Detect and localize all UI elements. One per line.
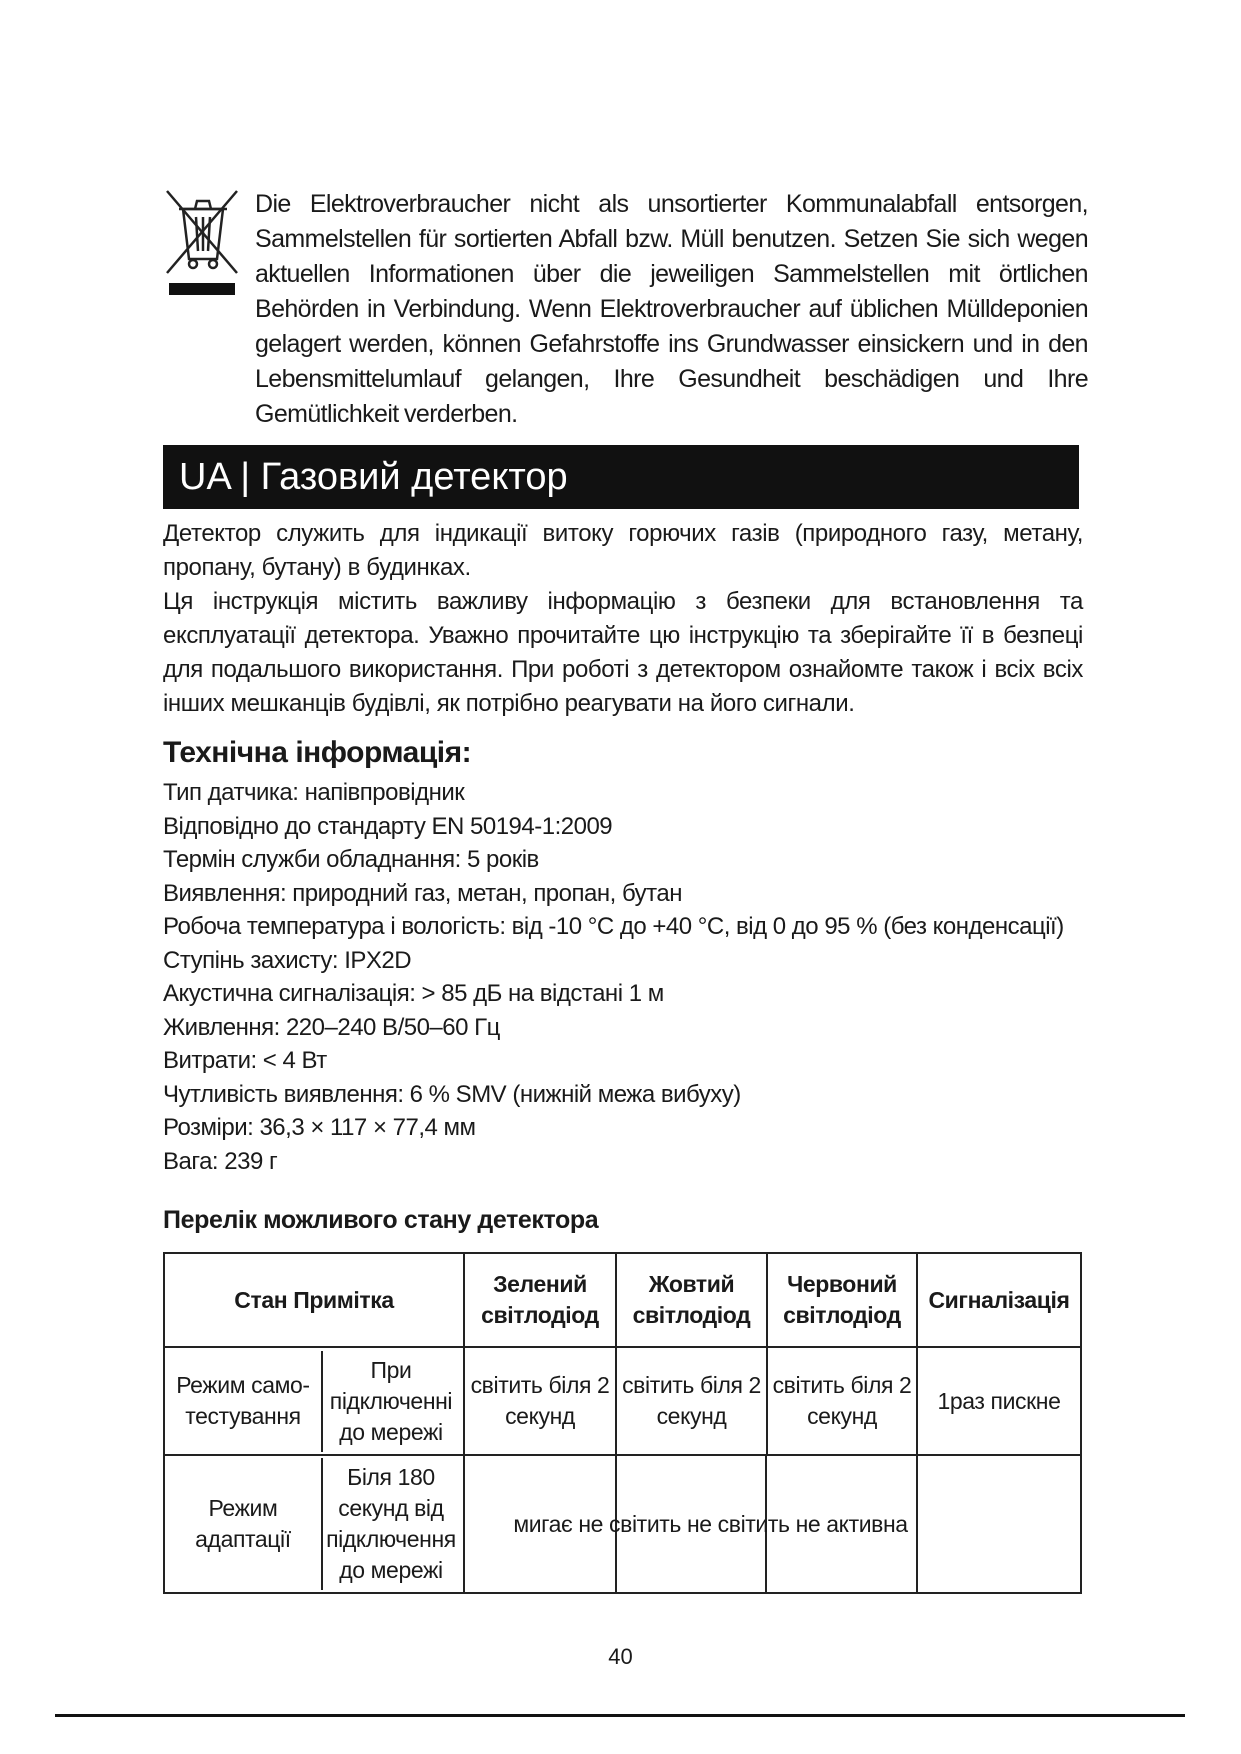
table-header-row	[164, 1253, 1081, 1347]
disposal-text: Die Elektroverbraucher nicht als unsortierter Kommunalabfall entsorgen, Sammelstellen für sortierten Abfall bzw. Müll benutzen. Setzen Sie sich wegen aktuellen Informationen über die jeweiligen Sammelstellen mit örtlichen Behörden in Verbindung. Wenn Elektroverbraucher auf üblichen Mülldeponien gelagert werden, können Gefahrstoffe ins Grundwasser einsickern und in den Lebensmittelumlauf gelangen, Ihre Gesundheit beschädigen und Ihre Gemütlichkeit verderben.	[255, 190, 1088, 428]
tech-spec-list	[163, 776, 1103, 1178]
row-led-text: мигає не світить не світить не активна	[513, 1510, 908, 1537]
spec-item: Тип датчика: напівпровідник	[163, 779, 465, 806]
spec-item: Ступінь захисту: IPX2D	[163, 946, 412, 974]
tech-info-heading: Технічна інформація:	[163, 736, 472, 769]
row-state-note	[164, 1347, 464, 1455]
row-red: світить біля 2 секунд	[767, 1347, 917, 1455]
header-red-led: Червоний світлодіод	[767, 1253, 917, 1347]
row-led-states	[464, 1455, 917, 1593]
table-row	[164, 1347, 1081, 1455]
intro	[163, 517, 1083, 721]
spec-item: Робоча температура і вологість: від -10 °C до +40 °C, від 0 до 95 % (без конденсації)	[163, 913, 1064, 940]
crossed-out-wheelie-bin-icon	[163, 187, 241, 297]
row-signal	[917, 1455, 1081, 1593]
intro-paragraph-2: Ця інструкція містить важливу інформацію з безпеки для встановлення та експлуатації детектора. Уважно прочитайте цю інструкцію та зберігайте її в безпеці для подальшого використання. При роботі з детектором ознайомте також і всіх всіх інших мешканців будівлі, як потрібно реагувати на його сигнали.	[163, 588, 1083, 717]
intro-paragraph-1: Детектор служить для індикації витоку горючих газів (природного газу, метану, пропану, бутану) в будинках.	[163, 520, 1083, 581]
header-signal: Сигналізація	[917, 1253, 1081, 1347]
detector-states-table	[163, 1252, 1082, 1594]
page-number: 40	[608, 1644, 633, 1669]
disposal-notice	[163, 187, 1088, 432]
table-row	[164, 1455, 1081, 1593]
spec-item: Виявлення: природний газ, метан, пропан, бутан	[163, 879, 682, 907]
spec-item: Живлення: 220–240 В/50–60 Гц	[163, 1013, 500, 1041]
row-yellow: світить біля 2 секунд	[616, 1347, 767, 1455]
header-yellow-led: Жовтий світлодіод	[616, 1253, 767, 1347]
spec-item: Термін служби обладнання: 5 років	[163, 846, 539, 873]
states-table-heading: Перелік можливого стану детектора	[163, 1206, 599, 1234]
spec-item: Вага: 239 г	[163, 1147, 278, 1175]
spec-item: Витрати: < 4 Вт	[163, 1047, 327, 1074]
spec-item: Відповідно до стандарту EN 50194-1:2009	[163, 812, 613, 840]
row-state: Режим адаптації	[195, 1495, 291, 1552]
row-green: світить біля 2 секунд	[464, 1347, 616, 1455]
row-state: Режим само-тестування	[176, 1372, 310, 1429]
spec-item: Чутливість виявлення: 6 % SMV (нижній межа вибуху)	[163, 1080, 741, 1108]
section-title: UA | Газовий детектор	[179, 456, 568, 498]
row-note: Біля 180 секунд від підключення до мережі	[321, 1458, 459, 1590]
row-note: При підключенні до мережі	[321, 1351, 459, 1452]
spec-item: Акустична сигналізація: > 85 дБ на відстані 1 м	[163, 980, 664, 1007]
row-state-note	[164, 1455, 464, 1593]
section-header	[163, 445, 1079, 509]
header-green-led: Зелений світлодіод	[464, 1253, 616, 1347]
row-signal: 1раз пискне	[917, 1347, 1081, 1455]
footer-divider	[55, 1714, 1185, 1717]
header-state-note: Стан Примітка	[164, 1253, 464, 1347]
spec-item: Розміри: 36,3 × 117 × 77,4 мм	[163, 1114, 476, 1141]
